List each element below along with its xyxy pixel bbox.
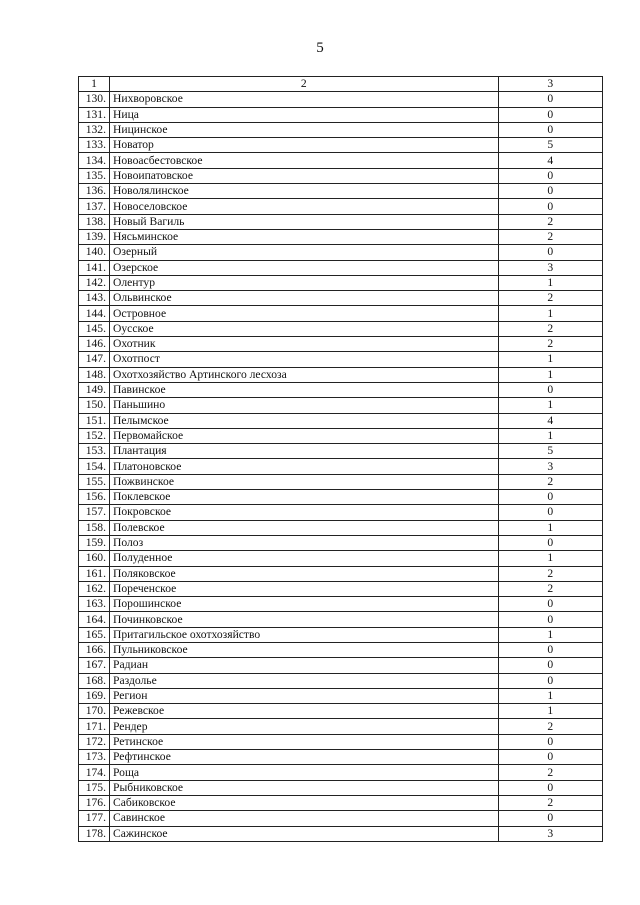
count-cell: 0 (498, 734, 602, 749)
hunting-ground-name-cell: Покровское (110, 505, 499, 520)
table-row (79, 92, 603, 107)
row-number-cell: 176. (79, 795, 110, 810)
count-cell: 4 (498, 413, 602, 428)
row-number-cell: 168. (79, 673, 110, 688)
hunting-ground-name-cell: Пульниковское (110, 642, 499, 657)
row-number-cell: 156. (79, 490, 110, 505)
table-row (79, 474, 603, 489)
row-number-cell: 141. (79, 260, 110, 275)
table-row (79, 734, 603, 749)
count-cell: 1 (498, 704, 602, 719)
row-number-cell: 178. (79, 826, 110, 841)
table-row (79, 780, 603, 795)
table-row (79, 229, 603, 244)
hunting-ground-name-cell: Новолялинское (110, 184, 499, 199)
count-cell: 1 (498, 275, 602, 290)
row-number-cell: 131. (79, 107, 110, 122)
table-row (79, 627, 603, 642)
hunting-ground-name-cell: Пожвинское (110, 474, 499, 489)
hunting-ground-name-cell: Охотпост (110, 352, 499, 367)
table-row (79, 245, 603, 260)
table-row (79, 138, 603, 153)
row-number-cell: 152. (79, 428, 110, 443)
count-cell: 2 (498, 229, 602, 244)
count-cell: 0 (498, 597, 602, 612)
hunting-ground-name-cell: Ница (110, 107, 499, 122)
row-number-cell: 163. (79, 597, 110, 612)
table-row (79, 153, 603, 168)
count-cell: 1 (498, 627, 602, 642)
table-row (79, 260, 603, 275)
table-row (79, 184, 603, 199)
row-number-cell: 167. (79, 658, 110, 673)
count-cell: 0 (498, 505, 602, 520)
table-row (79, 428, 603, 443)
table-row (79, 413, 603, 428)
row-number-cell: 162. (79, 581, 110, 596)
table-row (79, 444, 603, 459)
table-header-row (79, 77, 603, 92)
hunting-ground-name-cell: Охотхозяйство Артинского лесхоза (110, 367, 499, 382)
table-row (79, 107, 603, 122)
hunting-ground-name-cell: Ницинское (110, 122, 499, 137)
table-row (79, 566, 603, 581)
table-row (79, 642, 603, 657)
table-row (79, 535, 603, 550)
hunting-ground-name-cell: Радиан (110, 658, 499, 673)
row-number-cell: 146. (79, 337, 110, 352)
table-row (79, 214, 603, 229)
table-row (79, 382, 603, 397)
row-number-cell: 166. (79, 642, 110, 657)
row-number-cell: 170. (79, 704, 110, 719)
count-cell: 0 (498, 535, 602, 550)
hunting-ground-name-cell: Озерный (110, 245, 499, 260)
row-number-cell: 140. (79, 245, 110, 260)
hunting-ground-name-cell: Поклевское (110, 490, 499, 505)
count-cell: 1 (498, 398, 602, 413)
row-number-cell: 158. (79, 520, 110, 535)
table-row (79, 826, 603, 841)
table-row (79, 597, 603, 612)
count-cell: 0 (498, 245, 602, 260)
row-number-cell: 143. (79, 291, 110, 306)
hunting-ground-name-cell: Охотник (110, 337, 499, 352)
table-row (79, 122, 603, 137)
row-number-cell: 144. (79, 306, 110, 321)
hunting-ground-name-cell: Сажинское (110, 826, 499, 841)
hunting-ground-name-cell: Оусское (110, 321, 499, 336)
hunting-ground-name-cell: Раздолье (110, 673, 499, 688)
row-number-cell: 174. (79, 765, 110, 780)
count-cell: 0 (498, 642, 602, 657)
table-row (79, 337, 603, 352)
hunting-ground-name-cell: Новоселовское (110, 199, 499, 214)
header-cell-number: 1 (79, 77, 110, 92)
row-number-cell: 169. (79, 688, 110, 703)
hunting-ground-name-cell: Рендер (110, 719, 499, 734)
row-number-cell: 175. (79, 780, 110, 795)
row-number-cell: 147. (79, 352, 110, 367)
count-cell: 4 (498, 153, 602, 168)
row-number-cell: 148. (79, 367, 110, 382)
table-row (79, 581, 603, 596)
hunting-ground-name-cell: Полоз (110, 535, 499, 550)
table-row (79, 275, 603, 290)
count-cell: 2 (498, 765, 602, 780)
hunting-ground-name-cell: Роща (110, 765, 499, 780)
hunting-ground-name-cell: Полевское (110, 520, 499, 535)
table-row (79, 551, 603, 566)
table-row (79, 795, 603, 810)
count-cell: 1 (498, 428, 602, 443)
row-number-cell: 132. (79, 122, 110, 137)
count-cell: 1 (498, 688, 602, 703)
table-row (79, 291, 603, 306)
row-number-cell: 155. (79, 474, 110, 489)
row-number-cell: 157. (79, 505, 110, 520)
count-cell: 3 (498, 459, 602, 474)
row-number-cell: 171. (79, 719, 110, 734)
row-number-cell: 177. (79, 811, 110, 826)
table-row (79, 750, 603, 765)
row-number-cell: 142. (79, 275, 110, 290)
row-number-cell: 149. (79, 382, 110, 397)
count-cell: 2 (498, 214, 602, 229)
hunting-ground-name-cell: Ретинское (110, 734, 499, 749)
row-number-cell: 151. (79, 413, 110, 428)
hunting-ground-name-cell: Плантация (110, 444, 499, 459)
row-number-cell: 133. (79, 138, 110, 153)
table-row (79, 168, 603, 183)
hunting-ground-name-cell: Пелымское (110, 413, 499, 428)
count-cell: 0 (498, 168, 602, 183)
count-cell: 0 (498, 199, 602, 214)
count-cell: 2 (498, 581, 602, 596)
count-cell: 2 (498, 337, 602, 352)
row-number-cell: 137. (79, 199, 110, 214)
table-row (79, 704, 603, 719)
row-number-cell: 161. (79, 566, 110, 581)
count-cell: 3 (498, 826, 602, 841)
row-number-cell: 135. (79, 168, 110, 183)
row-number-cell: 165. (79, 627, 110, 642)
table-row (79, 398, 603, 413)
row-number-cell: 173. (79, 750, 110, 765)
count-cell: 0 (498, 780, 602, 795)
row-number-cell: 139. (79, 229, 110, 244)
hunting-ground-name-cell: Павинское (110, 382, 499, 397)
count-cell: 2 (498, 566, 602, 581)
table-row (79, 612, 603, 627)
table-row (79, 352, 603, 367)
hunting-ground-name-cell: Полуденное (110, 551, 499, 566)
hunting-ground-name-cell: Ольвинское (110, 291, 499, 306)
hunting-ground-name-cell: Сабиковское (110, 795, 499, 810)
hunting-ground-name-cell: Починковское (110, 612, 499, 627)
count-cell: 0 (498, 184, 602, 199)
count-cell: 2 (498, 291, 602, 306)
header-cell-name: 2 (110, 77, 499, 92)
hunting-ground-name-cell: Первомайское (110, 428, 499, 443)
row-number-cell: 150. (79, 398, 110, 413)
table-row (79, 321, 603, 336)
count-cell: 0 (498, 122, 602, 137)
table-row (79, 673, 603, 688)
count-cell: 2 (498, 474, 602, 489)
hunting-ground-name-cell: Регион (110, 688, 499, 703)
count-cell: 0 (498, 490, 602, 505)
hunting-ground-name-cell: Олентур (110, 275, 499, 290)
count-cell: 1 (498, 551, 602, 566)
count-cell: 0 (498, 658, 602, 673)
table-row (79, 199, 603, 214)
table-body (79, 77, 603, 842)
hunting-ground-name-cell: Новатор (110, 138, 499, 153)
count-cell: 0 (498, 92, 602, 107)
page-number: 5 (316, 40, 324, 56)
hunting-ground-name-cell: Савинское (110, 811, 499, 826)
hunting-ground-name-cell: Платоновское (110, 459, 499, 474)
row-number-cell: 153. (79, 444, 110, 459)
hunting-ground-name-cell: Режевское (110, 704, 499, 719)
count-cell: 0 (498, 750, 602, 765)
hunting-ground-name-cell: Новоипатовское (110, 168, 499, 183)
table-row (79, 490, 603, 505)
hunting-ground-name-cell: Нясьминское (110, 229, 499, 244)
count-cell: 0 (498, 811, 602, 826)
table-row (79, 367, 603, 382)
count-cell: 5 (498, 444, 602, 459)
hunting-ground-name-cell: Новоасбестовское (110, 153, 499, 168)
row-number-cell: 160. (79, 551, 110, 566)
row-number-cell: 130. (79, 92, 110, 107)
count-cell: 0 (498, 612, 602, 627)
table-row (79, 459, 603, 474)
count-cell: 2 (498, 719, 602, 734)
hunting-ground-name-cell: Островное (110, 306, 499, 321)
row-number-cell: 154. (79, 459, 110, 474)
hunting-ground-name-cell: Озерское (110, 260, 499, 275)
count-cell: 0 (498, 382, 602, 397)
row-number-cell: 159. (79, 535, 110, 550)
count-cell: 5 (498, 138, 602, 153)
hunting-ground-name-cell: Новый Вагиль (110, 214, 499, 229)
row-number-cell: 164. (79, 612, 110, 627)
header-cell-count: 3 (498, 77, 602, 92)
row-number-cell: 172. (79, 734, 110, 749)
count-cell: 2 (498, 321, 602, 336)
hunting-ground-name-cell: Поляковское (110, 566, 499, 581)
count-cell: 1 (498, 306, 602, 321)
hunting-ground-name-cell: Рыбниковское (110, 780, 499, 795)
count-cell: 0 (498, 107, 602, 122)
hunting-ground-name-cell: Пореченское (110, 581, 499, 596)
row-number-cell: 136. (79, 184, 110, 199)
row-number-cell: 134. (79, 153, 110, 168)
hunting-ground-name-cell: Порошинское (110, 597, 499, 612)
table-row (79, 520, 603, 535)
count-cell: 0 (498, 673, 602, 688)
table-row (79, 306, 603, 321)
table-row (79, 765, 603, 780)
hunting-ground-name-cell: Рефтинское (110, 750, 499, 765)
registry-table (78, 76, 603, 842)
count-cell: 1 (498, 352, 602, 367)
hunting-ground-name-cell: Нихворовское (110, 92, 499, 107)
table-row (79, 505, 603, 520)
count-cell: 1 (498, 367, 602, 382)
count-cell: 3 (498, 260, 602, 275)
table-row (79, 658, 603, 673)
table-row (79, 688, 603, 703)
table-row (79, 811, 603, 826)
count-cell: 2 (498, 795, 602, 810)
table-row (79, 719, 603, 734)
count-cell: 1 (498, 520, 602, 535)
row-number-cell: 145. (79, 321, 110, 336)
row-number-cell: 138. (79, 214, 110, 229)
hunting-ground-name-cell: Паньшино (110, 398, 499, 413)
hunting-ground-name-cell: Притагильское охотхозяйство (110, 627, 499, 642)
